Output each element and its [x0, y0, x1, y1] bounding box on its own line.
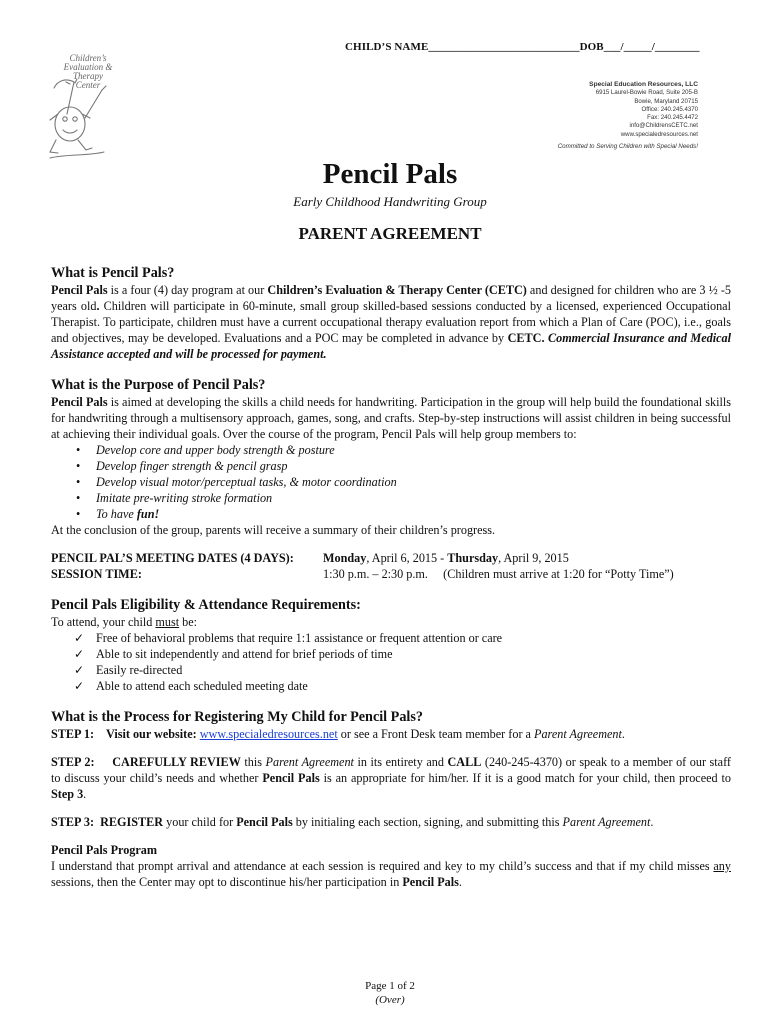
checkmark-icon: ✓	[74, 647, 85, 661]
list-item: • Imitate pre-writing stroke formation	[96, 490, 731, 506]
address-line-2: Bowie, Maryland 20715	[634, 97, 698, 105]
checkmark-icon: ✓	[74, 663, 85, 677]
org-name: Special Education Resources, LLC	[589, 81, 698, 88]
list-item: • Develop core and upper body strength & posture	[96, 442, 731, 458]
address-line-1: 6915 Laurel-Bowie Road, Suite 205-B	[595, 89, 698, 97]
checkmark-icon: ✓	[74, 679, 85, 693]
list-item: • Develop finger strength & pencil grasp	[96, 458, 731, 474]
child-name-dob-line: CHILD’S NAME___________________________DOB___/_____/________	[345, 41, 700, 53]
fax-number: Fax: 240.245.4472	[647, 114, 698, 122]
page-number: Page 1 of 2	[365, 980, 415, 992]
eligibility-checklist	[51, 630, 731, 694]
page-subtitle: Early Childhood Handwriting Group	[293, 194, 487, 209]
meeting-dates-row	[51, 550, 731, 566]
agreement-title: PARENT AGREEMENT	[298, 224, 482, 243]
list-item: ✓ Free of behavioral problems that require 1:1 assistance or frequent attention or care	[74, 631, 503, 645]
tagline: Committed to Serving Children with Special Needs!	[557, 143, 698, 150]
logo-text: Children’s Evaluation & Therapy Center	[63, 53, 113, 90]
step-1: STEP 1: Visit our website: www.specialedresources.net or see a Front Desk team member for a Parent Agreement.	[51, 727, 625, 741]
office-phone: Office: 240.245.4370	[641, 105, 698, 113]
section-purpose-text: Pencil Pals is aimed at developing the skills a child needs for handwriting. Participation in the group will help build the foundational skills for handwriting through a multisensory approach, games, song, and crafts. Step-by-step instructions will assist children in being successful at achieving their individual goals. Over the course of the program, Pencil Pals will help group members to:	[51, 395, 731, 441]
contact-website[interactable]: www.specialedresources.net	[620, 130, 698, 138]
session-time-value: 1:30 p.m. – 2:30 p.m. (Children must arrive at 1:20 for “Potty Time”)	[323, 567, 674, 581]
list-item: ✓ Able to sit independently and attend for brief periods of time	[74, 647, 393, 661]
contact-email[interactable]: info@ChildrensCETC.net	[629, 122, 698, 130]
section-heading-purpose: What is the Purpose of Pencil Pals?	[51, 377, 266, 393]
meeting-dates-value: Monday, April 6, 2015 - Thursday, April 9, 2015	[323, 551, 569, 565]
program-text: I understand that prompt arrival and attendance at each session is required and key to my child’s success and that if my child misses any sessions, then the Center may opt to discontinue his/her participation in Pencil Pals.	[51, 859, 731, 889]
list-item: ✓ Easily re-directed	[74, 663, 183, 677]
eligibility-intro: To attend, your child must be:	[51, 615, 198, 629]
session-time-row	[51, 566, 731, 582]
checkmark-icon: ✓	[74, 631, 85, 645]
page-footer	[0, 979, 770, 1007]
section-heading-eligibility: Pencil Pals Eligibility & Attendance Requirements:	[51, 597, 361, 613]
website-link[interactable]: www.specialedresources.net	[199, 727, 338, 741]
page-title: Pencil Pals	[322, 158, 458, 190]
purpose-conclusion: At the conclusion of the group, parents will receive a summary of their children’s progress.	[51, 523, 496, 537]
list-item: • To have fun!	[96, 506, 731, 522]
purpose-bullet-list	[51, 442, 731, 522]
list-item: • Develop visual motor/perceptual tasks, & motor coordination	[96, 474, 731, 490]
program-heading: Pencil Pals Program	[51, 843, 158, 857]
section-heading-registration: What is the Process for Registering My Child for Pencil Pals?	[51, 709, 423, 725]
list-item: ✓ Able to attend each scheduled meeting date	[74, 679, 308, 693]
section-heading-what-is: What is Pencil Pals?	[51, 265, 175, 281]
cetc-logo	[44, 54, 144, 162]
step-2: STEP 2: CAREFULLY REVIEW this Parent Agreement in its entirety and CALL (240-245-4370) or speak to a member of our staff to discuss your child’s needs and whether Pencil Pals is an appropriate for him/her. If it is a good match for your child, then proceed to Step 3.	[51, 755, 731, 801]
meeting-dates-label: PENCIL PAL’S MEETING DATES (4 DAYS):	[51, 551, 294, 565]
session-time-label: SESSION TIME:	[51, 567, 142, 581]
agreement-content	[51, 264, 731, 890]
section-what-is-text: Pencil Pals is a four (4) day program at our Children’s Evaluation & Therapy Center (CETC) and designed for children who are 3 ½ -5 years old. Children will participate in 60-minute, small group skilled-based sessions conducted by a licensed, experienced Occupational Therapist. To participate, children must have a current occupational therapy evaluation report from which a Plan of Care (POC), i.e., goals and objectives, may be developed. Evaluations and a POC may be completed in advance by CETC. Commercial Insurance and Medical Assistance accepted and will be processed for payment.	[51, 283, 732, 361]
over-note: (Over)	[375, 994, 405, 1006]
contact-block	[589, 81, 698, 139]
step-3: STEP 3: REGISTER your child for Pencil Pals by initialing each section, signing, and submitting this Parent Agreement.	[51, 815, 654, 829]
